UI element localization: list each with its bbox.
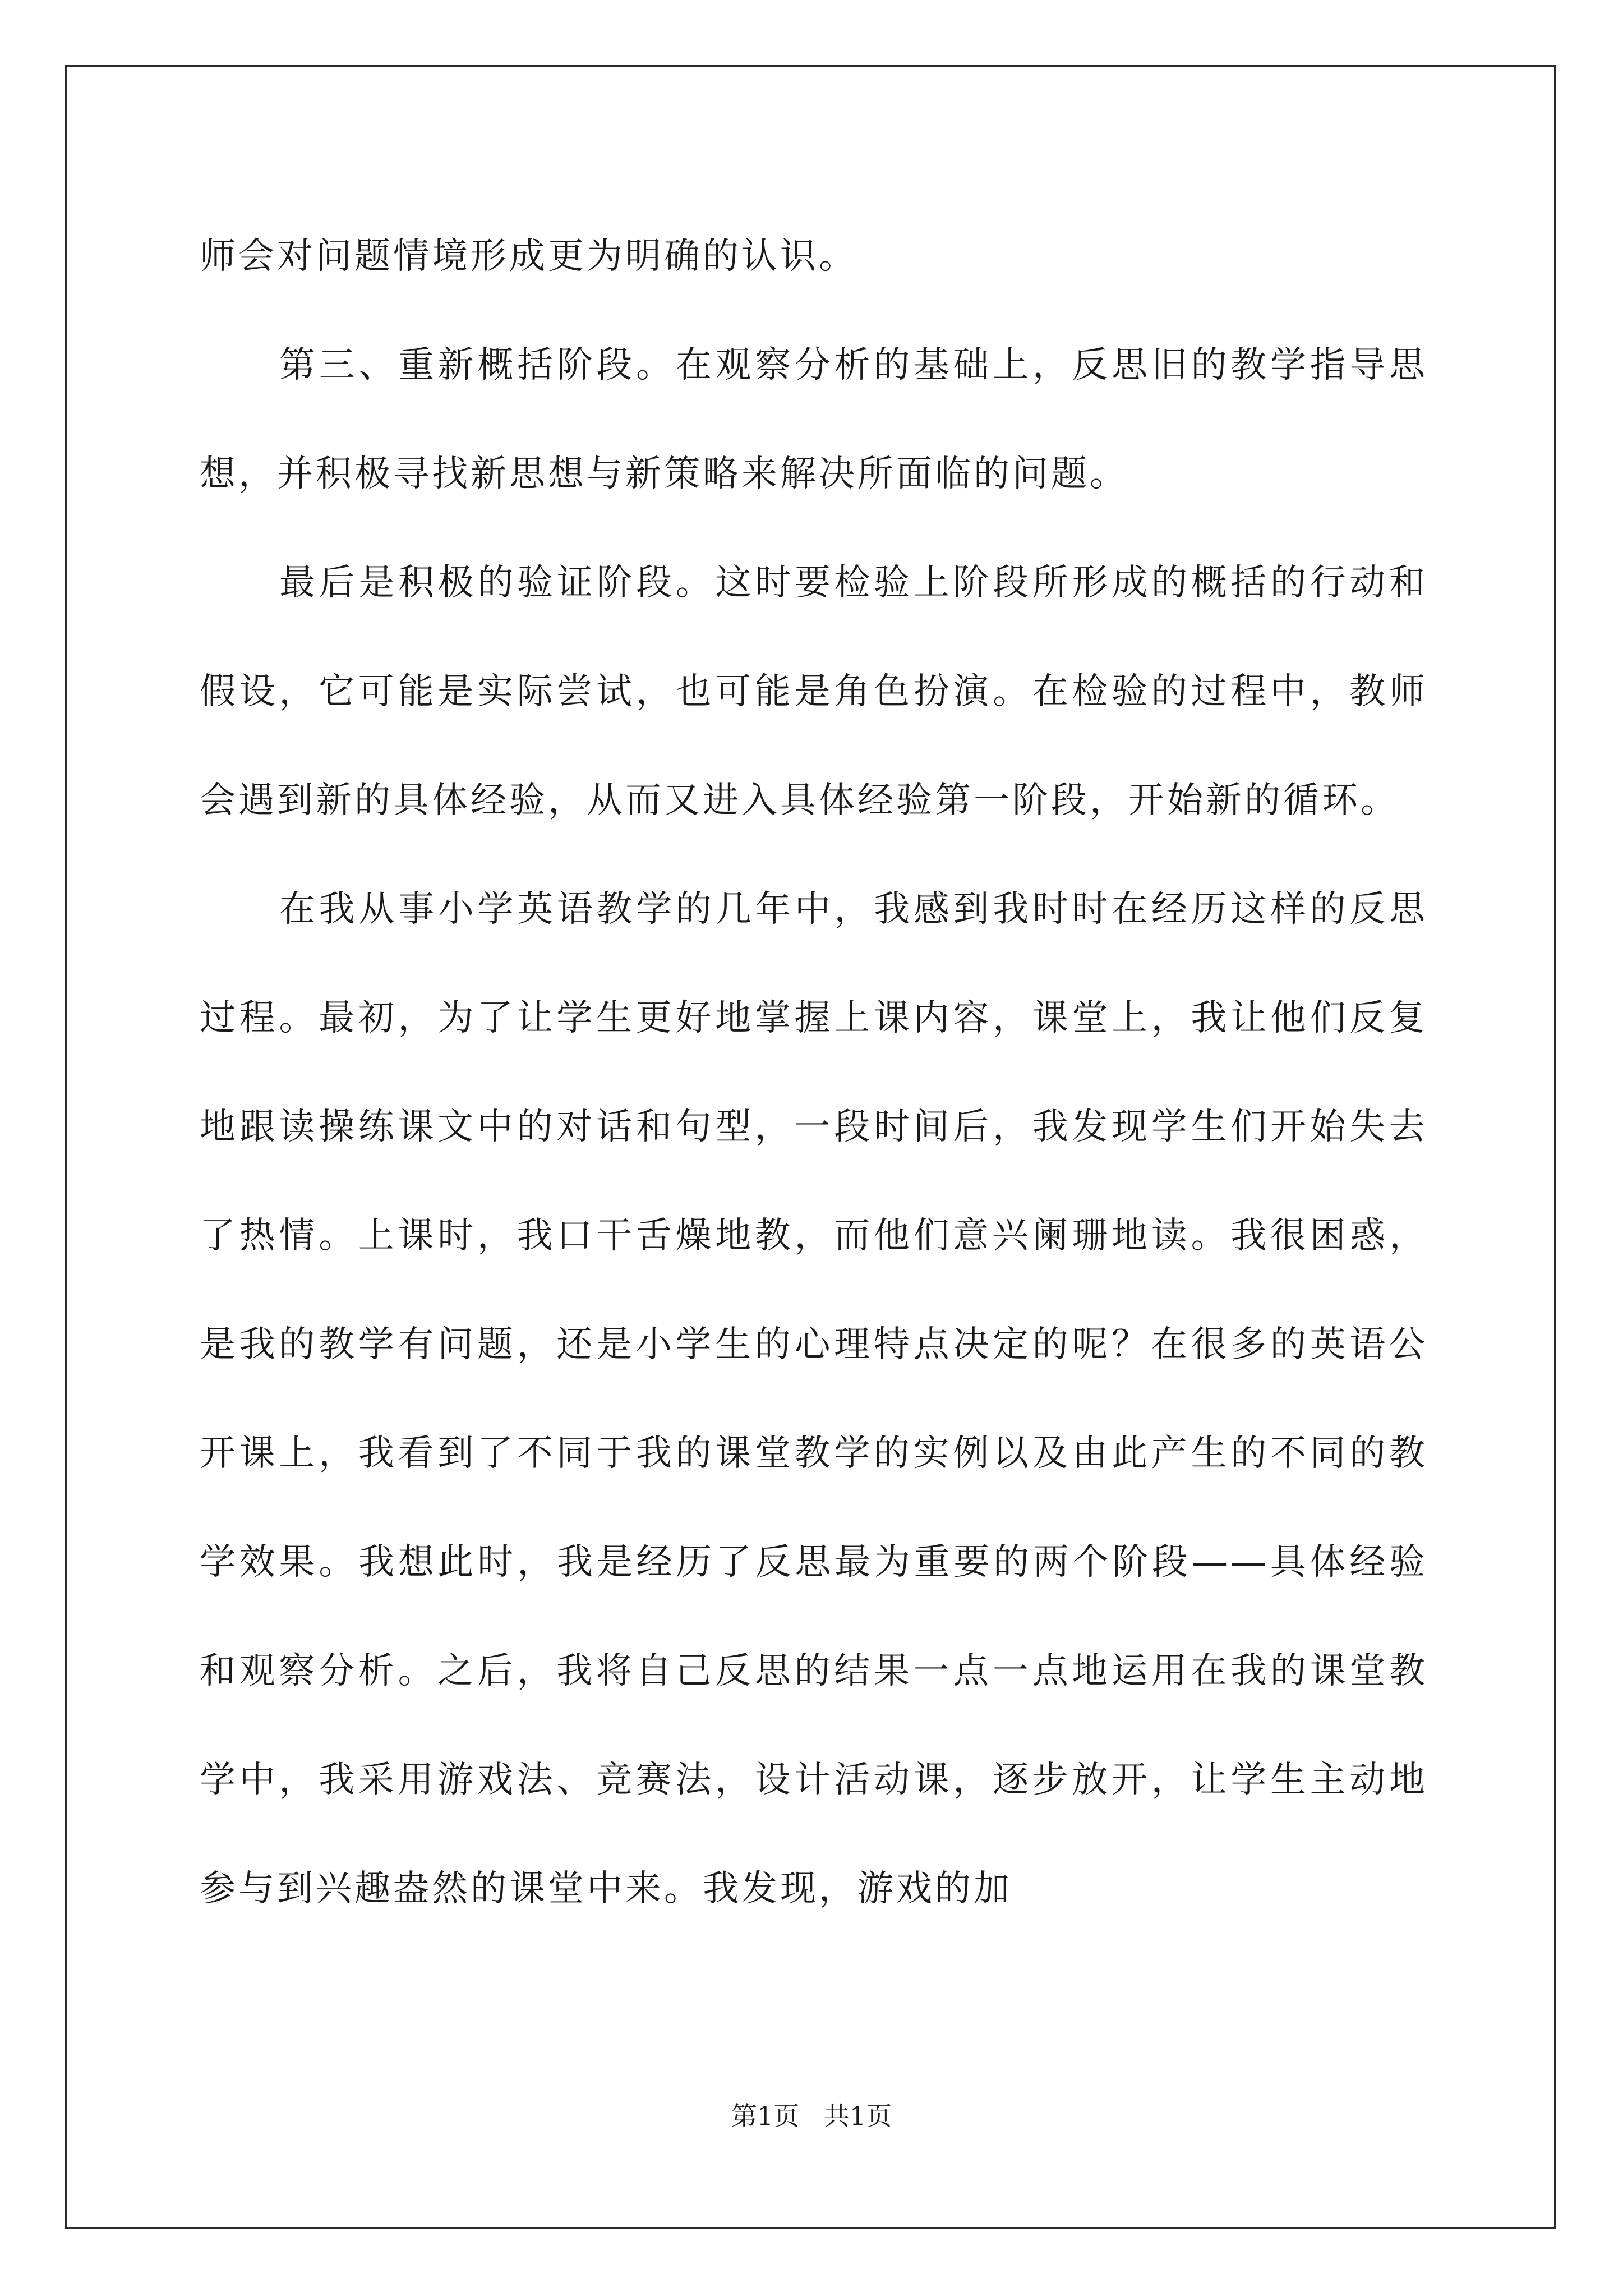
page-footer (0, 2099, 1623, 2133)
paragraph-3: 最后是积极的验证阶段。这时要检验上阶段所形成的概括的行动和假设，它可能是实际尝试，也可能是角色扮演。在检验的过程中，教师会遇到新的具体经验，从而又进入具体经验第一阶段，开始新的循环。 (200, 562, 1428, 821)
paragraph-4: 在我从事小学英语教学的几年中，我感到我时时在经历这样的反思过程。最初，为了让学生更好地掌握上课内容，课堂上，我让他们反复地跟读操练课文中的对话和句型，一段时间后，我发现学生们开始失去了热情。上课时，我口干舌燥地教，而他们意兴阑珊地读。我很困惑，是我的教学有问题，还是小学生的心理特点决定的呢？在很多的英语公开课上，我看到了不同于我的课堂教学的实例以及由此产生的不同的教学效果。我想此时，我是经历了反思最为重要的两个阶段——具体经验和观察分析。之后，我将自己反思的结果一点一点地运用在我的课堂教学中，我采用游戏法、竞赛法，设计活动课，逐步放开，让学生主动地参与到兴趣盎然的课堂中来。我发现，游戏的加 (200, 889, 1428, 1910)
paragraph-1: 师会对问题情境形成更为明确的认识。 (200, 236, 857, 277)
page-number: 第1页 共1页 (731, 2101, 892, 2131)
document-body (200, 202, 1428, 1943)
paragraph-2: 第三、重新概括阶段。在观察分析的基础上，反思旧的教学指导思想，并积极寻找新思想与新策略来解决所面临的问题。 (200, 344, 1428, 495)
